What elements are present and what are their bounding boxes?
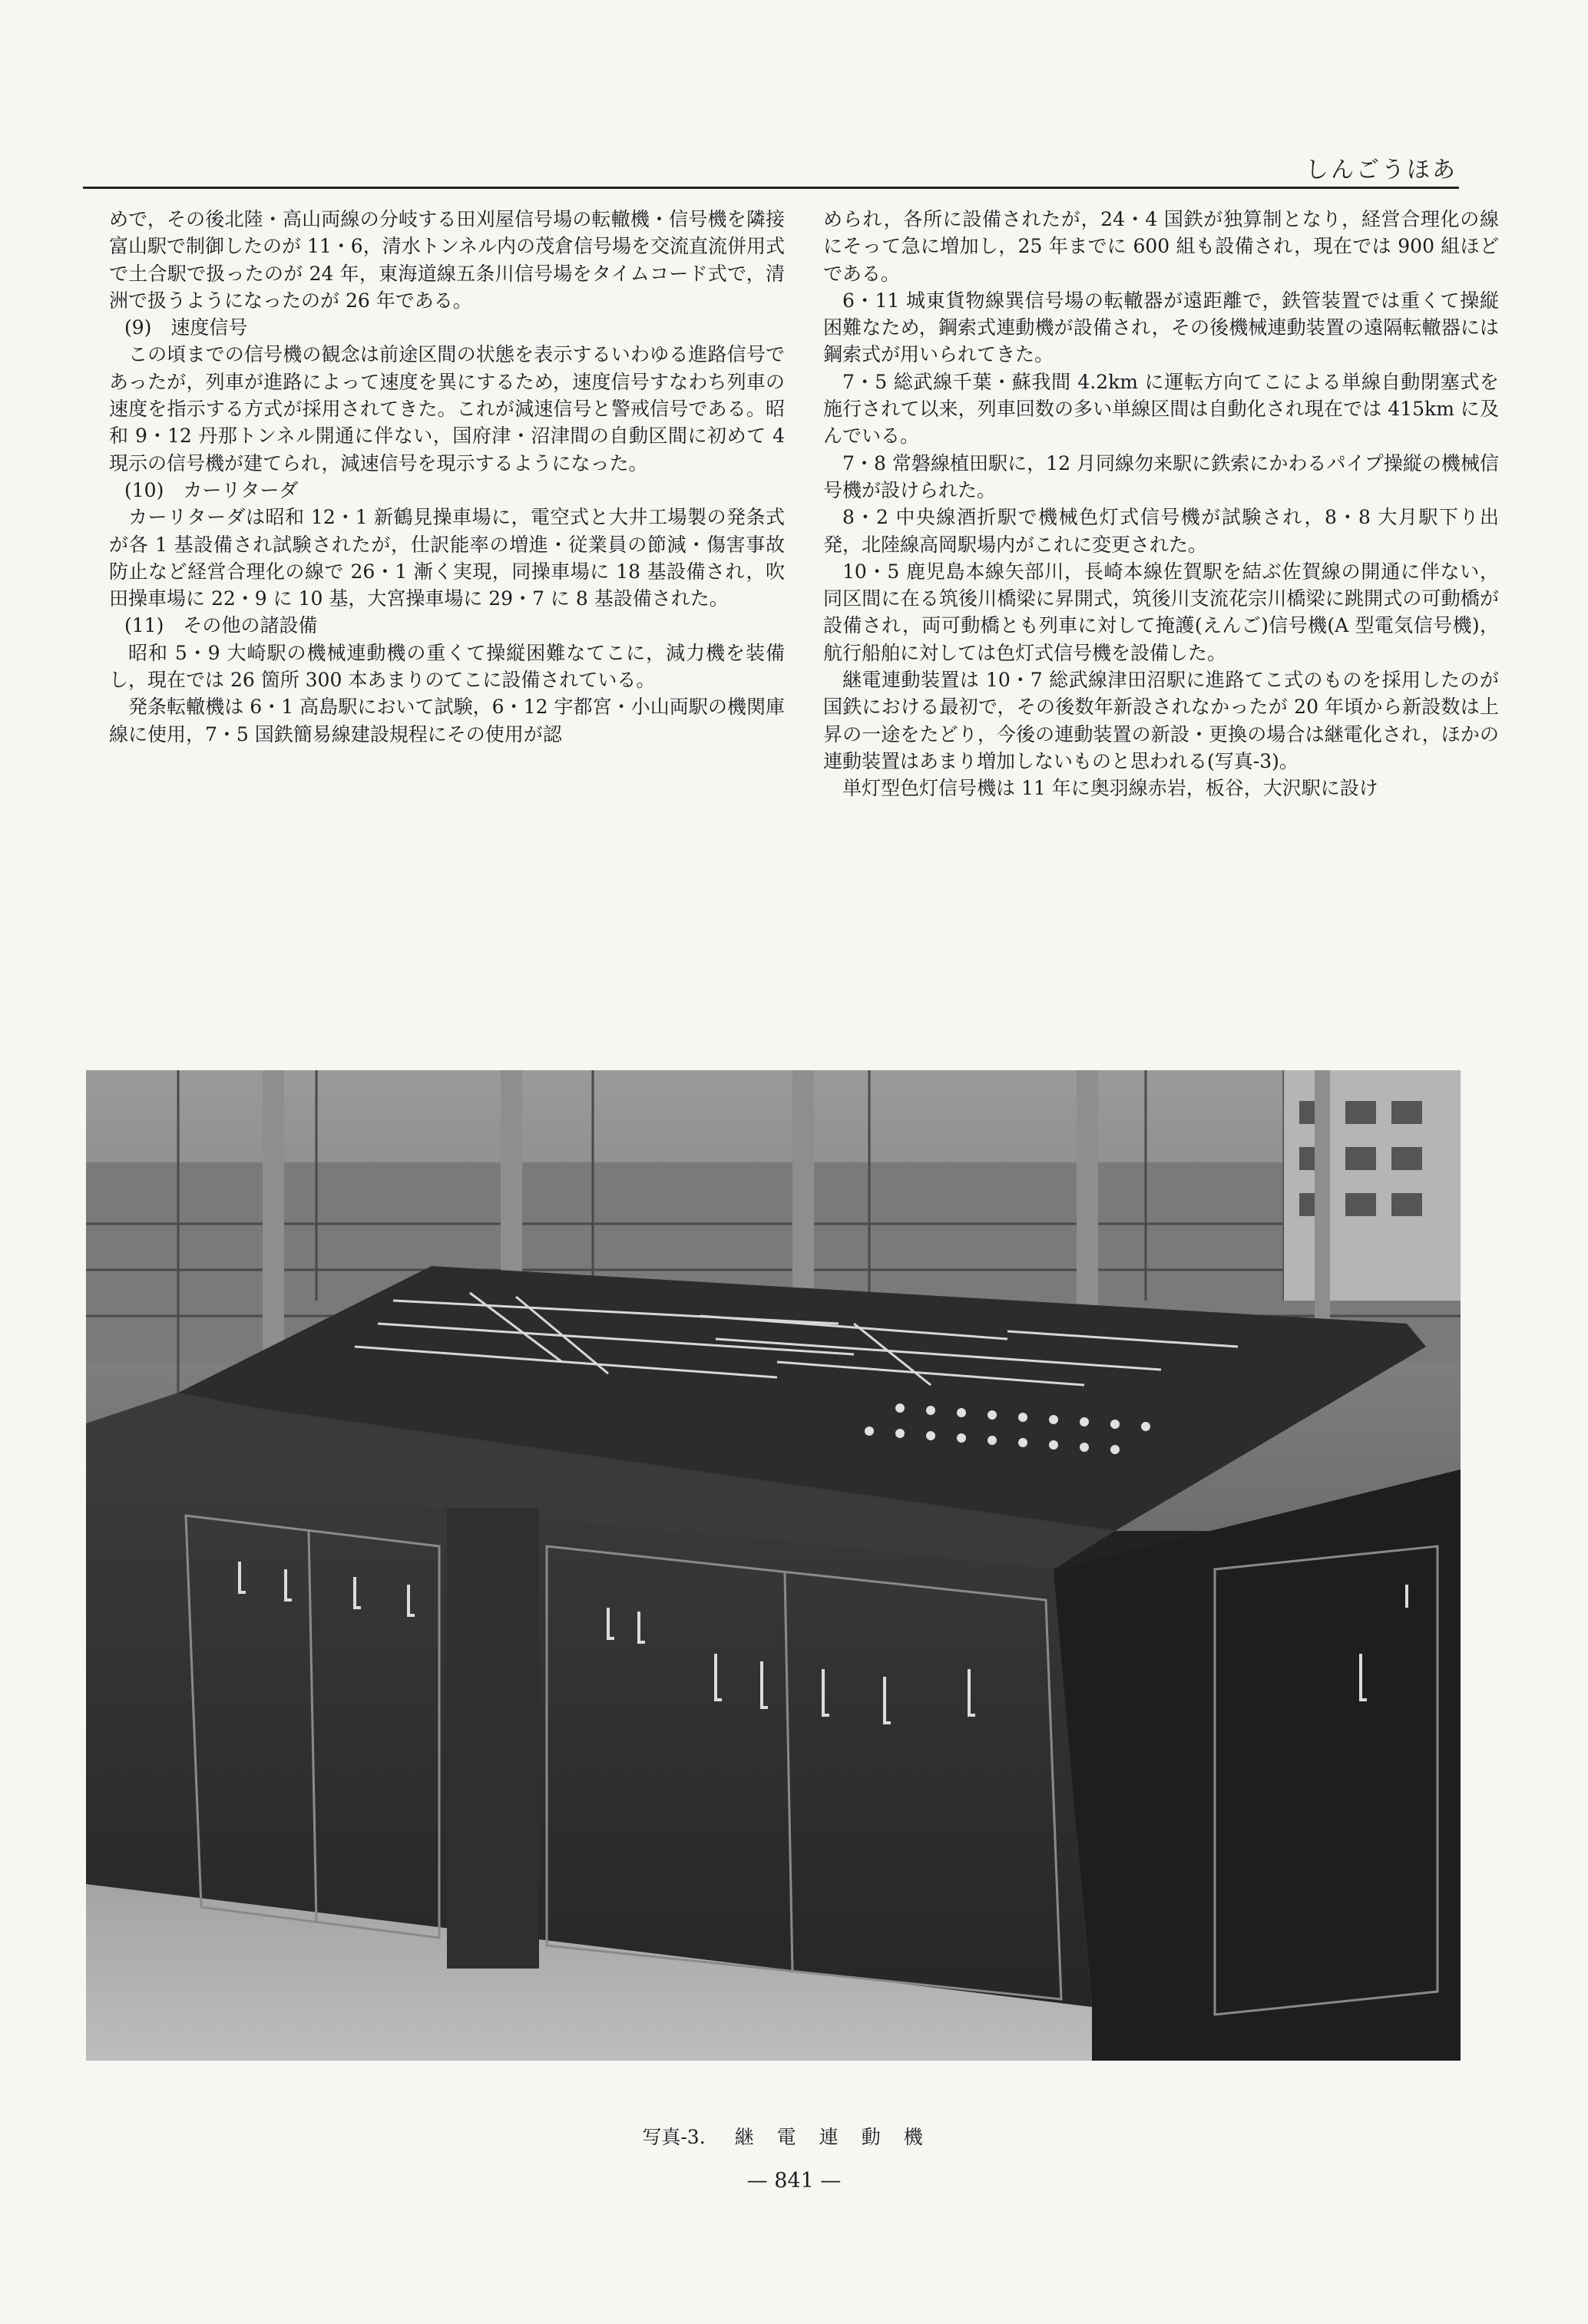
left-column [109,206,785,748]
header-rule [83,187,1459,189]
paragraph: 7・5 総武線千葉・蘇我間 4.2km に運転方向てこによる単線自動閉塞式を施行されて以来，列車回数の多い単線区間は自動化され現在では 415km に及んでいる。 [823,370,1499,448]
paragraph: 8・2 中央線酒折駅で機械色灯式信号機が試験され，8・8 大月駅下り出発，北陸線高岡駅場内がこれに変更された。 [823,506,1499,556]
paragraph: めで，その後北陸・高山両線の分岐する田刈屋信号場の転轍機・信号機を隣接富山駅で制御したのが 11・6，清水トンネル内の茂倉信号場を交流直流併用式で土合駅で扱ったのが 24 年，東海道線五条川信号場をタイムコード式で，清洲で扱うようになったのが 26 年である。 [109,208,785,312]
paragraph: 昭和 5・9 大崎駅の機械連動機の重くて操縦困難なてこに，減力機を装備し，現在では 26 箇所 300 本あまりのてこに設備されている。 [109,641,785,692]
paragraph: められ，各所に設備されたが，24・4 国鉄が独算制となり，経営合理化の線にそって急に増加し，25 年までに 600 組も設備され，現在では 900 組ほどである。 [823,208,1499,285]
paragraph: この頃までの信号機の観念は前途区間の状態を表示するいわゆる進路信号であったが，列車が進路によって速度を異にするため，速度信号すなわち列車の速度を指示する方式が採用されてきた。これが減速信号と警戒信号である。昭和 9・12 丹那トンネル開通に伴ない，国府津・沼津間の自動区間に初めて 4 現示の信号機が建てられ，減速信号を現示するようになった。 [109,343,785,474]
caption-label: 写真-3. [642,2126,706,2148]
photo-relay-interlocking-machine [86,1070,1461,2061]
paragraph: 発条転轍機は 6・1 高島駅において試験，6・12 宇都宮・小山両駅の機関庫線に使用，7・5 国鉄簡易線建設規程にその使用が認 [109,696,785,745]
running-head: しんごうほあ [1305,157,1457,183]
paragraph: 10・5 鹿児島本線矢部川，長崎本線佐賀駅を結ぶ佐賀線の開通に伴ない，同区間に在る筑後川橋梁に昇開式，筑後川支流花宗川橋梁に跳開式の可動橋が設備され，両可動橋とも列車に対して掩護(えんご)信号機(A 型電気信号機)，航行船舶に対しては色灯式信号機を設備した。 [823,560,1499,664]
paragraph: 7・8 常磐線植田駅に，12 月同線勿来駅に鉄索にかわるパイプ操縦の機械信号機が設けられた。 [823,451,1499,501]
paragraph: 単灯型色灯信号機は 11 年に奥羽線赤岩，板谷，大沢駅に設け [842,777,1378,800]
figure-caption [0,2122,1588,2150]
right-column [823,206,1499,802]
section-heading: (10) カーリターダ [124,478,299,501]
paragraph: カーリターダは昭和 12・1 新鶴見操車場に，電空式と大井工場製の発条式が各 1 基設備され試験されたが，仕訳能率の増進・従業員の節減・傷害事故防止など経営合理化の線で 26・1 漸く実現，同操車場に 18 基設備され，吹田操車場に 22・9 に 10 基，大宮操車場に 29・7 に 8 基設備された。 [109,506,785,610]
section-heading: (9) 速度信号 [124,316,248,339]
paragraph: 継電連動装置は 10・7 総武線津田沼駅に進路てこ式のものを採用したのが国鉄における最初で，その後数年新設されなかったが 20 年頃から新設数は上昇の一途をたどり，今後の連動装置の新設・更換の場合は継電化され，ほかの連動装置はあまり増加しないものと思われる(写真-3)。 [823,669,1499,772]
caption-title: 継電連動機 [734,2126,946,2148]
paragraph: 6・11 城東貨物線巽信号場の転轍器が遠距離で，鉄管装置では重くて操縦困難なため，鋼索式連動機が設備され，その後機械連動装置の遠隔転轍器には鋼索式が用いられてきた。 [823,289,1499,366]
section-heading: (11) その他の諸設備 [124,614,318,637]
page-number: — 841 — [746,2169,842,2193]
